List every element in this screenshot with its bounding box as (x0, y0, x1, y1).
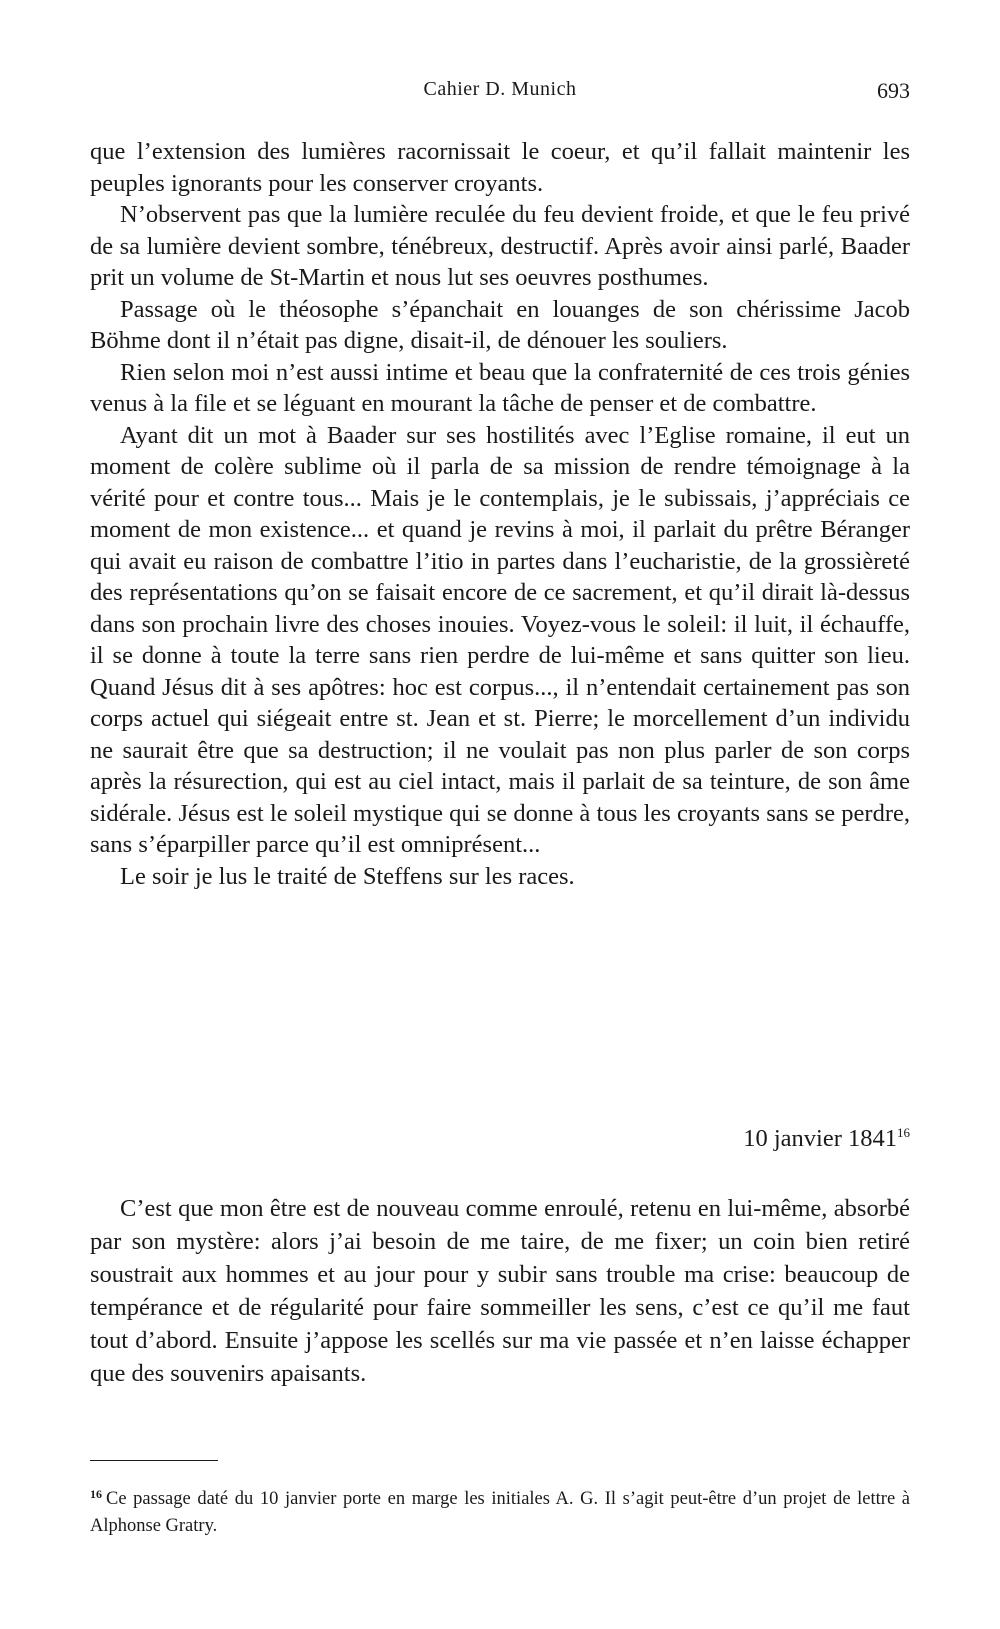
entry-date (90, 1125, 910, 1153)
page-header (90, 78, 910, 112)
paragraph: Ayant dit un mot à Baader sur ses hostilités avec l’Eglise romaine, il eut un moment de colère sublime où il parla de sa mission de rendre témoignage à la vérité pour et contre tous... Mais je le contemplais, je le subissais, j’appréciais ce moment de mon existence... et quand je revins à moi, il parlait du prêtre Béranger qui avait eu raison de combattre l’itio in partes dans l’eucharistie, de la grossièreté des représentations qu’on se faisait encore de ce sacrement, et qu’il dirait là-dessus dans son prochain livre des choses inouies. Voyez-vous le soleil: il luit, il échauffe, il se donne à toute la terre sans rien perdre de lui-même et sans quitter son lieu. Quand Jésus dit à ses apôtres: hoc est corpus..., il n’entendait certainement pas son corps actuel qui siégeait entre st. Jean et st. Pierre; le morcellement d’un individu ne saurait être que sa destruction; il ne voulait pas non plus parler de son corps après la résurection, qui est au ciel intact, mais il parlait de sa teinture, de son âme sidérale. Jésus est le soleil mystique qui se donne à tous les croyants sans se perdre, sans s’éparpiller parce qu’il est omniprésent... (90, 421, 910, 858)
footnote (90, 1481, 910, 1540)
running-title: Cahier D. Munich (423, 78, 577, 100)
paragraph: que l’extension des lumières racornissait le coeur, et qu’il fallait maintenir les peuples ignorants pour les conserver croyants. (90, 138, 910, 197)
paragraph: Rien selon moi n’est aussi intime et beau que la confraternité de ces trois génies venus à la file et se léguant en mourant la tâche de penser et de combattre. (90, 358, 910, 417)
paragraph: Le soir je lus le traité de Steffens sur les races. (120, 862, 575, 890)
main-text (90, 136, 910, 892)
footnote-number: 16 (90, 1487, 102, 1501)
entry-text (90, 1192, 910, 1390)
paragraph: N’observent pas que la lumière reculée du feu devient froide, et que le feu privé de sa lumière devient sombre, ténébreux, destructif. Après avoir ainsi parlé, Baader prit un volume de St-Martin et nous lut ses oeuvres posthumes. (90, 201, 910, 291)
paragraph: Passage où le théosophe s’épanchait en louanges de son chérissime Jacob Böhme dont il n’était pas digne, disait-il, de dénouer les souliers. (90, 295, 910, 354)
paragraph: C’est que mon être est de nouveau comme enroulé, retenu en lui-même, absorbé par son mystère: alors j’ai besoin de me taire, de me fixer; un coin bien retiré soustrait aux hommes et au jour pour y subir sans trouble ma crise: beaucoup de tempérance et de régularité pour faire sommeiller les sens, c’est ce qu’il me faut tout d’abord. Ensuite j’appose les scellés sur ma vie passée et n’en laisse échapper que des souvenirs apaisants. (90, 1195, 910, 1387)
entry-date-text: 10 janvier 1841 (743, 1125, 897, 1152)
footnote-text: Ce passage daté du 10 janvier porte en marge les initiales A. G. Il s’agit peut-être d’un projet de lettre à Alphonse Gratry. (90, 1489, 910, 1536)
footnote-divider (90, 1460, 218, 1461)
page-number: 693 (877, 78, 910, 103)
footnote-reference: 16 (897, 1125, 910, 1140)
